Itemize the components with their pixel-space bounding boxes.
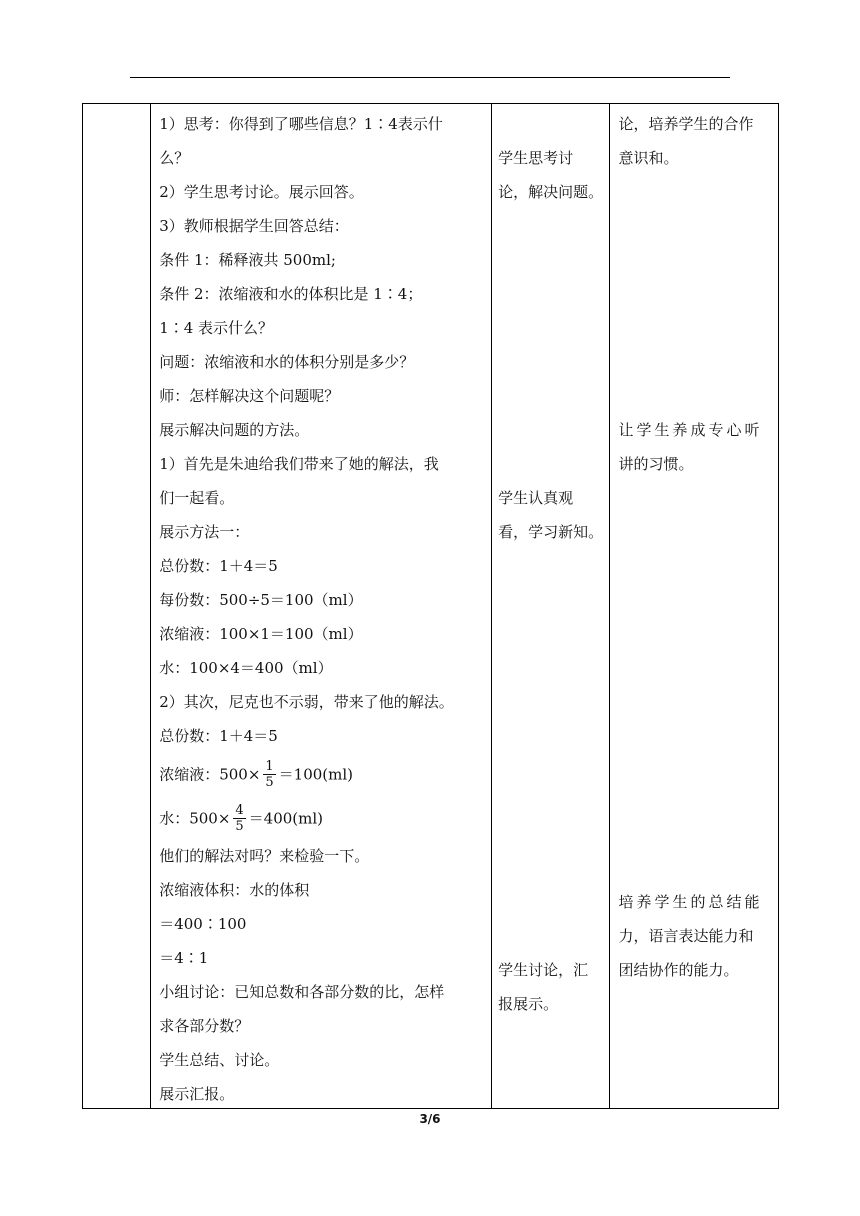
process-line: 浓缩液：100×1＝100（ml） [159,625,363,643]
process-line: 每份数：500÷5＝100（ml） [159,591,363,609]
fraction-suffix: ＝100(ml) [278,765,354,784]
table-row [83,104,779,1109]
process-line: 浓缩液体积：水的体积 [159,881,310,899]
process-line: 1）首先是朱迪给我们带来了她的解法，我 [159,455,439,473]
intent-line: 团结协作的能力。 [618,961,739,979]
process-line: 展示方法一： [159,523,250,541]
intent-line: 论，培养学生的合作 [618,115,754,133]
intent-line: 培养学生的总结能 [618,893,763,911]
fraction-prefix: 浓缩液：500× [159,765,261,784]
fraction-numerator: 1 [265,759,274,774]
fraction-denominator: 5 [265,775,274,790]
fraction-line [159,760,353,791]
process-line: 学生总结、讨论。 [159,1051,280,1069]
activity-line: 学生思考讨 [498,149,574,167]
page-number: 3/6 [419,1112,441,1126]
process-line: 2）其次，尼克也不示弱，带来了他的解法。 [159,693,454,711]
fraction [263,759,275,790]
process-line: ＝400∶100 [159,915,247,933]
fraction-numerator: 4 [235,803,244,818]
lesson-plan-table [82,103,779,1109]
intent-line: 讲的习惯。 [618,455,694,473]
design-intent-cell [610,104,779,1109]
fraction-suffix: ＝400(ml) [248,809,324,828]
fraction [233,803,245,834]
activity-line: 报展示。 [498,995,559,1013]
process-line: ＝4∶1 [159,949,209,967]
process-line: 2）学生思考讨论。展示回答。 [159,183,364,201]
process-line: 展示汇报。 [159,1085,235,1103]
process-line: 条件 2：浓缩液和水的体积比是 1∶4； [159,285,423,303]
process-line: 们一起看。 [159,489,235,507]
process-line: 展示解决问题的方法。 [159,421,310,439]
intent-line: 意识和。 [618,149,679,167]
process-line: 问题：浓缩液和水的体积分别是多少？ [159,353,415,371]
fraction-prefix: 水：500× [159,809,231,828]
header-rule [130,77,730,78]
process-line: 水：100×4＝400（ml） [159,659,333,677]
stage-cell [83,104,151,1109]
process-line: 么？ [159,149,190,167]
process-line: 1∶4 表示什么？ [159,319,274,337]
activity-line: 学生认真观 [498,489,574,507]
fraction-denominator: 5 [235,819,244,834]
intent-line: 力，语言表达能力和 [618,927,754,945]
process-line: 总份数：1＋4＝5 [159,557,278,575]
process-line: 条件 1：稀释液共 500ml; [159,251,336,269]
teaching-process-cell [151,104,492,1109]
student-activity-cell [492,104,610,1109]
process-line: 总份数：1＋4＝5 [159,727,278,745]
process-line: 1）思考：你得到了哪些信息？1∶4表示什 [159,115,443,133]
process-line: 他们的解法对吗？来检验一下。 [159,847,370,865]
process-line: 师：怎样解决这个问题呢？ [159,387,340,405]
activity-line: 论，解决问题。 [498,183,604,201]
process-line: 3）教师根据学生回答总结： [159,217,349,235]
fraction-line [159,804,323,835]
activity-line: 看，学习新知。 [498,523,604,541]
process-line: 小组讨论：已知总数和各部分数的比，怎样 [159,983,445,1001]
process-line: 求各部分数？ [159,1017,250,1035]
activity-line: 学生讨论，汇 [498,961,589,979]
intent-line: 让学生养成专心听 [618,421,763,439]
